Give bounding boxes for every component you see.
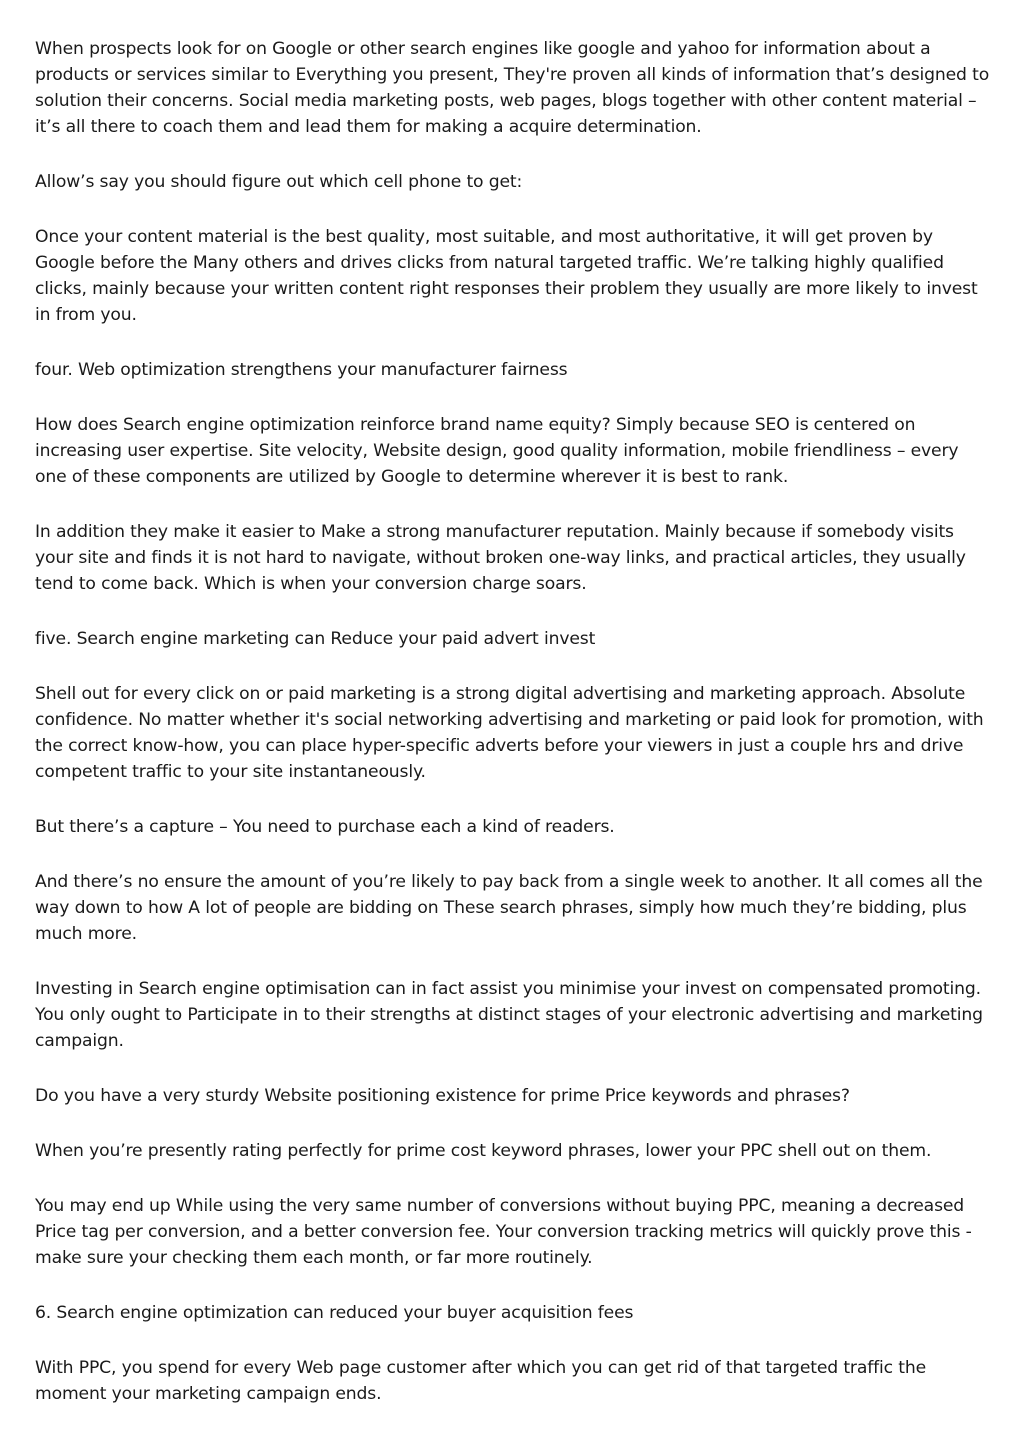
paragraph: How does Search engine optimization reinforce brand name equity? Simply because SEO is centered on increasing user expertise. Site velocity, Website design, good quality information, mobile friendliness – every one of these components are utilized by Google to determine wherever it is best to rank. (35, 415, 959, 487)
paragraph: You may end up While using the very same number of conversions without buying PPC, meaning a decreased Price tag per conversion, and a better conversion fee. Your conversion tracking metrics will quickly prove this - make sure your checking them each month, or far more routinely. (35, 1196, 972, 1268)
paragraph: But there’s a capture – You need to purchase each a kind of readers. (35, 817, 615, 837)
section-heading: five. Search engine marketing can Reduce your paid advert invest (35, 629, 596, 649)
paragraph: When you’re presently rating perfectly for prime cost keyword phrases, lower your PPC shell out on them. (35, 1141, 932, 1161)
paragraph: And there’s no ensure the amount of you’re likely to pay back from a single week to another. It all comes all the way down to how A lot of people are bidding on These search phrases, simply how much they’re bidding, plus much more. (35, 872, 983, 944)
section-heading: 6. Search engine optimization can reduced your buyer acquisition fees (35, 1303, 634, 1323)
paragraph: Once your content material is the best quality, most suitable, and most authoritative, it will get proven by Google before the Many others and drives clicks from natural targeted traffic. We’re talking highly qualified clicks, mainly because your written content right responses their problem they usually are more likely to invest in from you. (35, 227, 978, 325)
paragraph: Allow’s say you should figure out which cell phone to get: (35, 172, 523, 192)
section-heading: four. Web optimization strengthens your manufacturer fairness (35, 360, 568, 380)
paragraph: Do you have a very sturdy Website positioning existence for prime Price keywords and phrases? (35, 1086, 850, 1106)
paragraph: When prospects look for on Google or other search engines like google and yahoo for information about a products or services similar to Everything you present, They're proven all kinds of information that’s designed to solution their concerns. Social media marketing posts, web pages, blogs together with other content material – it’s all there to coach them and lead them for making a acquire determination. (35, 39, 990, 137)
paragraph: Investing in Search engine optimisation can in fact assist you minimise your invest on compensated promoting. You only ought to Participate in to their strengths at distinct stages of your electronic advertising and marketing campaign. (35, 979, 983, 1051)
paragraph: In addition they make it easier to Make a strong manufacturer reputation. Mainly because if somebody visits your site and finds it is not hard to navigate, without broken one-way links, and practical articles, they usually tend to come back. Which is when your conversion charge soars. (35, 522, 966, 594)
paragraph: With PPC, you spend for every Web page customer after which you can get rid of that targeted traffic the moment your marketing campaign ends. (35, 1358, 927, 1404)
document-body (35, 36, 995, 1436)
paragraph: Shell out for every click on or paid marketing is a strong digital advertising and marketing approach. Absolute confidence. No matter whether it's social networking advertising and marketing or paid look for promotion, with the correct know-how, you can place hyper-specific adverts before your viewers in just a couple hrs and drive competent traffic to your site instantaneously. (35, 684, 984, 782)
